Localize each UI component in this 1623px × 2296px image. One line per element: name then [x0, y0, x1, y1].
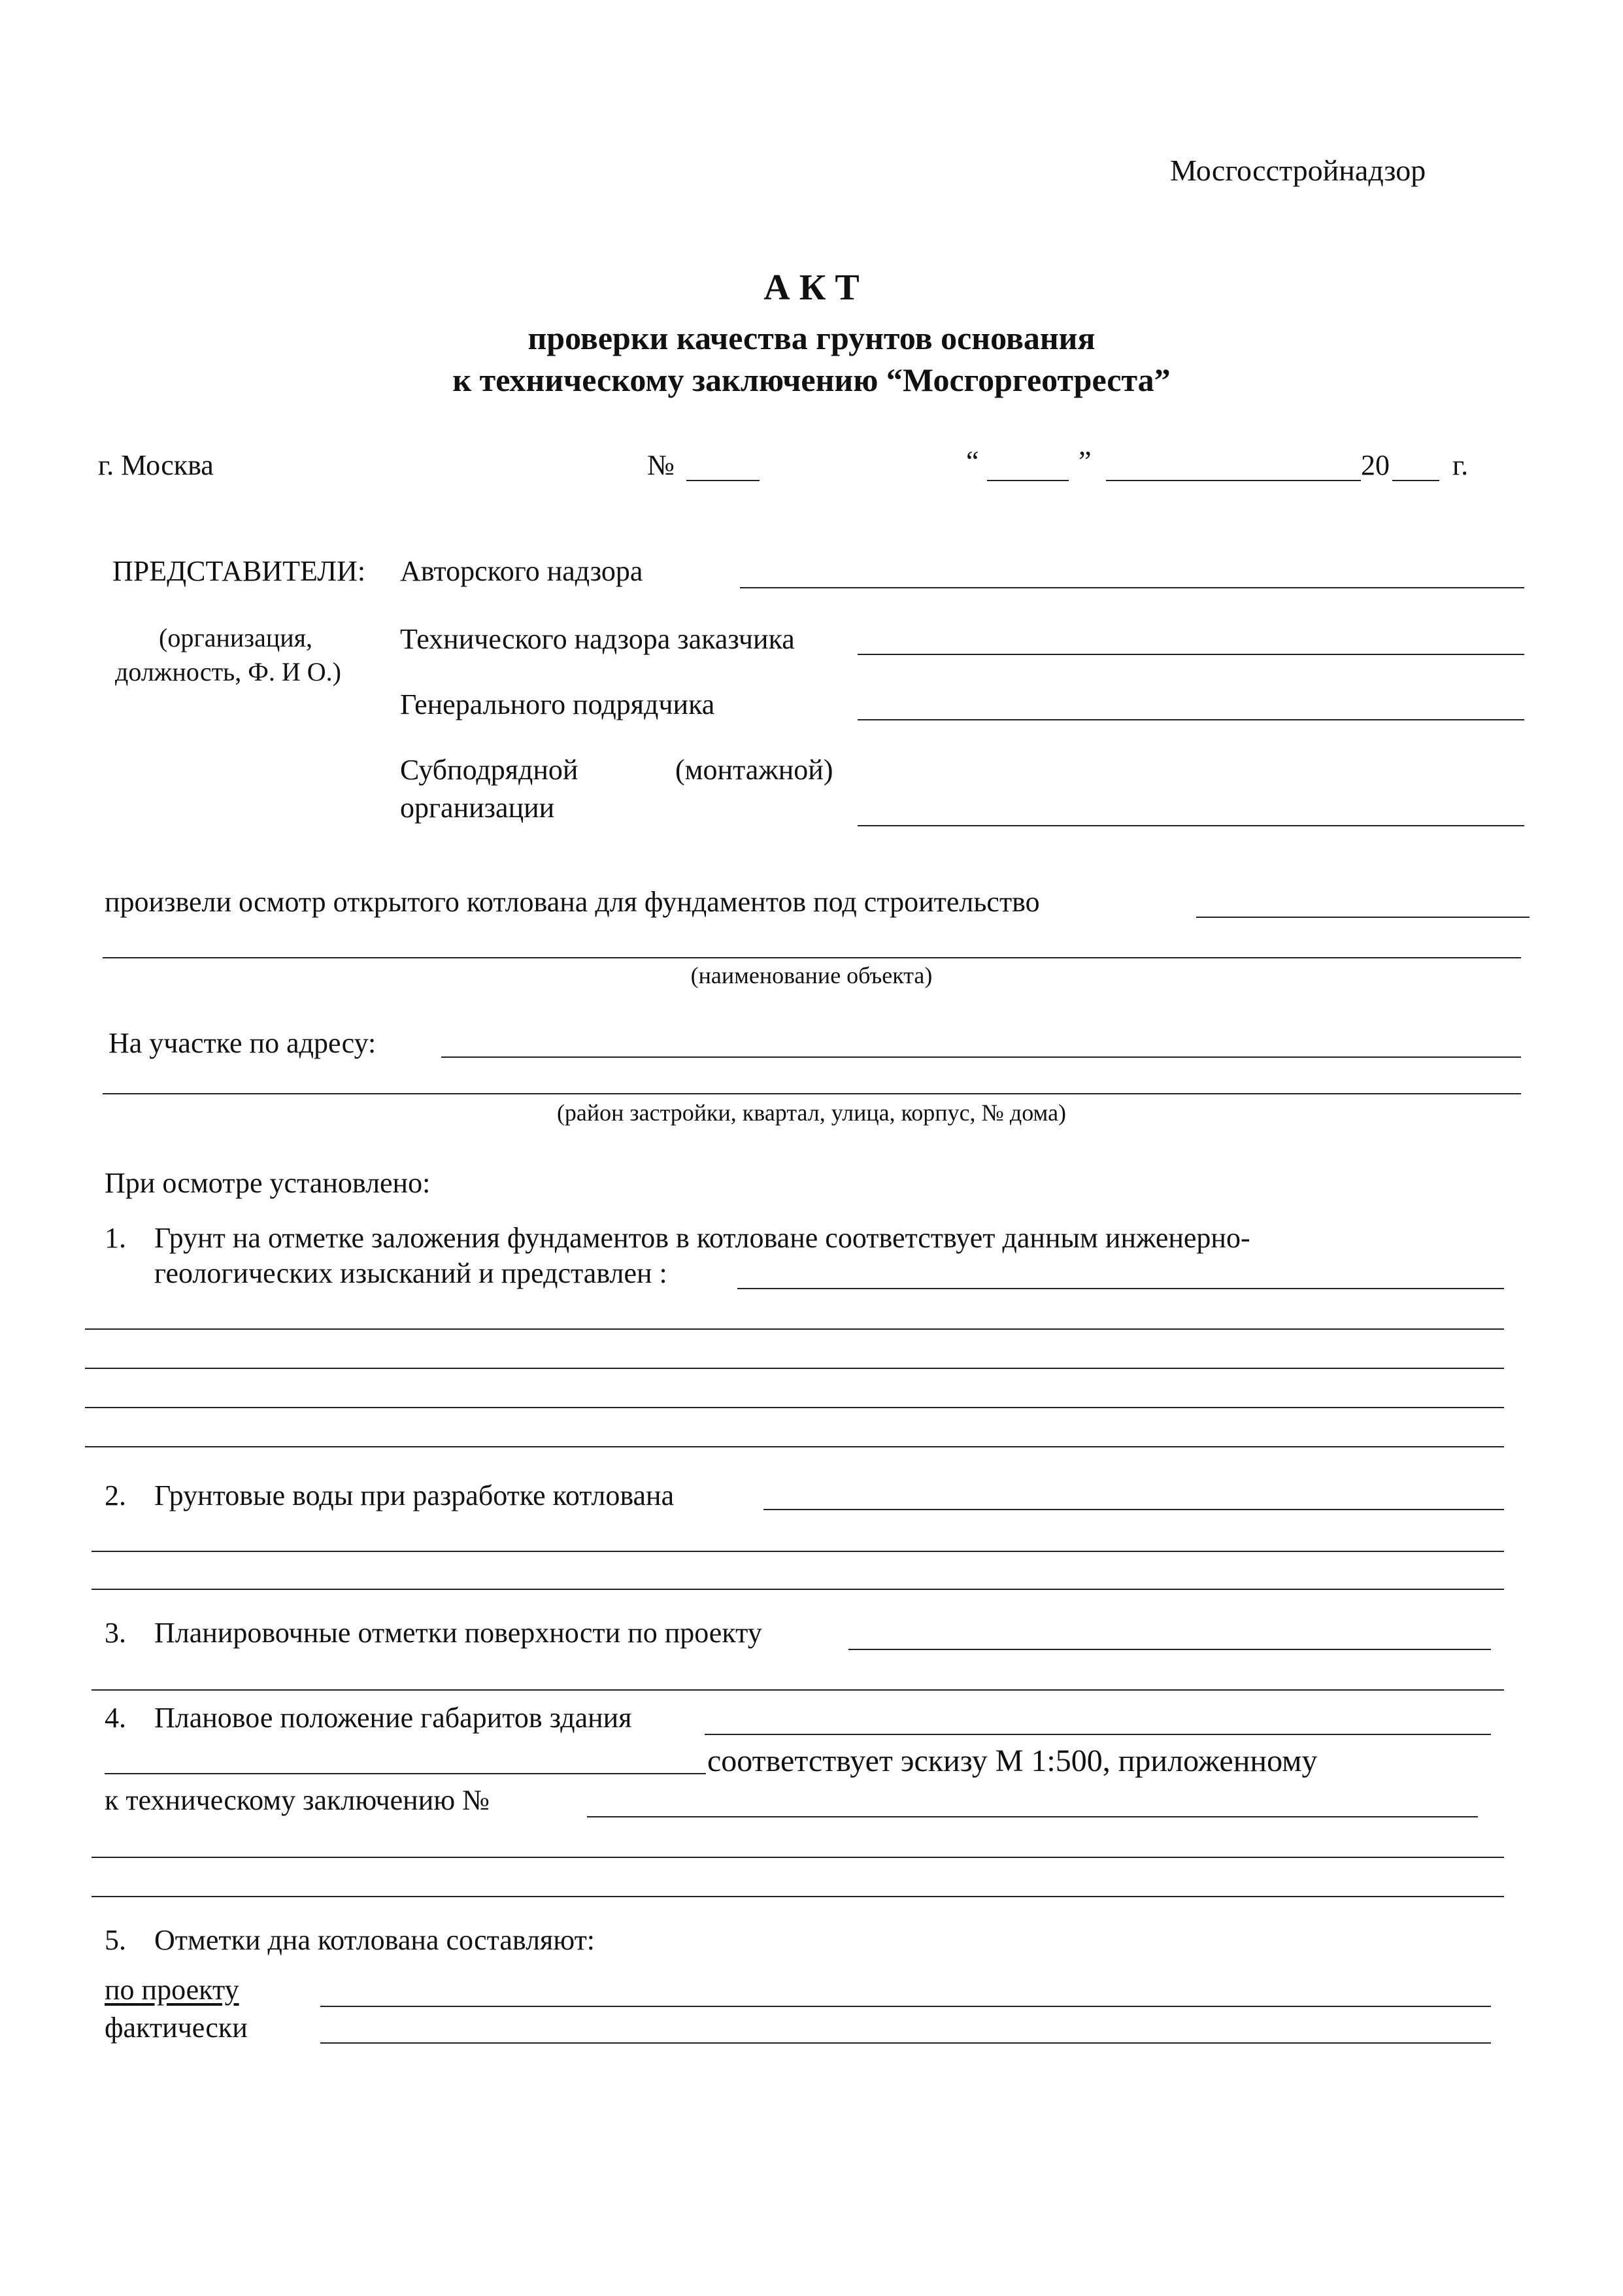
- year-suffix: г.: [1452, 449, 1469, 481]
- address-hint: (район застройки, квартал, улица, корпус, № дома): [556, 1100, 1067, 1126]
- representatives-note-1: (организация,: [159, 623, 313, 652]
- point-4-text-3: к техническому заключению №: [105, 1784, 490, 1816]
- rep-general-field[interactable]: [858, 719, 1524, 720]
- rep-sub-label-2: (монтажной): [675, 754, 833, 786]
- point-3-text: Планировочные отметки поверхности по проекту: [154, 1617, 762, 1649]
- point-3-field-1[interactable]: [848, 1649, 1491, 1650]
- point-4-text-2: соответствует эскизу М 1:500, приложенному: [707, 1744, 1318, 1778]
- rep-author-field[interactable]: [740, 587, 1524, 588]
- inspection-text: произвели осмотр открытого котлована для фундаментов под строительство: [105, 886, 1040, 918]
- rep-author-label: Авторского надзора: [400, 555, 643, 587]
- point-1-text-1: Грунт на отметке заложения фундаментов в котловане соответствует данным инженерно-: [154, 1222, 1250, 1254]
- rep-customer-field[interactable]: [858, 654, 1524, 655]
- point-1-field-4[interactable]: [85, 1407, 1504, 1408]
- number-label: №: [647, 449, 675, 481]
- point-1-number: 1.: [105, 1222, 126, 1254]
- point-4-field-2[interactable]: [105, 1773, 706, 1774]
- rep-sub-label-3: организации: [400, 792, 555, 824]
- rep-sub-field[interactable]: [858, 825, 1524, 826]
- point-5-actual-field[interactable]: [320, 2042, 1491, 2044]
- object-field-1[interactable]: [1196, 917, 1530, 918]
- point-1-field-1[interactable]: [737, 1288, 1504, 1289]
- point-5-number: 5.: [105, 1924, 126, 1956]
- point-2-field-3[interactable]: [92, 1589, 1504, 1590]
- city-label: г. Москва: [98, 449, 214, 481]
- rep-sub-label-1: Субподрядной: [400, 754, 578, 786]
- point-2-field-1[interactable]: [763, 1509, 1504, 1510]
- point-3-number: 3.: [105, 1617, 126, 1649]
- representatives-label: ПРЕДСТАВИТЕЛИ:: [112, 555, 366, 587]
- point-4-text: Плановое положение габаритов здания: [154, 1702, 632, 1734]
- point-3-field-2[interactable]: [92, 1689, 1504, 1691]
- point-5-project-label: по проекту: [105, 1974, 239, 2006]
- point-1-field-3[interactable]: [85, 1368, 1504, 1369]
- point-2-text: Грунтовые воды при разработке котлована: [154, 1479, 675, 1511]
- address-field-2[interactable]: [103, 1093, 1521, 1094]
- rep-customer-label: Технического надзора заказчика: [400, 623, 795, 655]
- doc-subtitle-2: к техническому заключению “Мосгоргеотреста”: [452, 362, 1171, 398]
- point-2-field-2[interactable]: [92, 1551, 1504, 1552]
- authority-name: Мосгосстройнадзор: [1170, 154, 1426, 187]
- point-2-number: 2.: [105, 1479, 126, 1511]
- point-5-actual-label: фактически: [105, 2012, 248, 2044]
- day-field[interactable]: [987, 480, 1069, 481]
- established-label: При осмотре установлено:: [105, 1167, 431, 1199]
- month-field[interactable]: [1106, 480, 1361, 481]
- close-quote: ”: [1079, 445, 1092, 477]
- object-field-2[interactable]: [103, 957, 1521, 958]
- point-5-text: Отметки дна котлована составляют:: [154, 1924, 595, 1956]
- doc-title: А К Т: [763, 267, 860, 308]
- representatives-note-2: должность, Ф. И О.): [115, 657, 341, 686]
- point-4-field-4[interactable]: [92, 1857, 1504, 1858]
- rep-general-label: Генерального подрядчика: [400, 688, 715, 720]
- point-5-project-field[interactable]: [320, 2006, 1491, 2007]
- object-hint: (наименование объекта): [690, 962, 933, 988]
- point-4-field-5[interactable]: [92, 1896, 1504, 1897]
- point-1-field-5[interactable]: [85, 1446, 1504, 1447]
- number-field[interactable]: [686, 480, 760, 481]
- address-field-1[interactable]: [441, 1056, 1521, 1058]
- point-1-text-2: геологических изысканий и представлен :: [154, 1257, 667, 1289]
- address-label: На участке по адресу:: [109, 1027, 376, 1059]
- open-quote: “: [966, 445, 979, 477]
- year-prefix: 20: [1361, 449, 1390, 481]
- point-4-field-1[interactable]: [705, 1734, 1491, 1735]
- doc-subtitle-1: проверки качества грунтов основания: [527, 320, 1096, 356]
- year-field[interactable]: [1392, 480, 1439, 481]
- point-4-number: 4.: [105, 1702, 126, 1734]
- point-1-field-2[interactable]: [85, 1328, 1504, 1330]
- point-4-field-3[interactable]: [587, 1816, 1478, 1817]
